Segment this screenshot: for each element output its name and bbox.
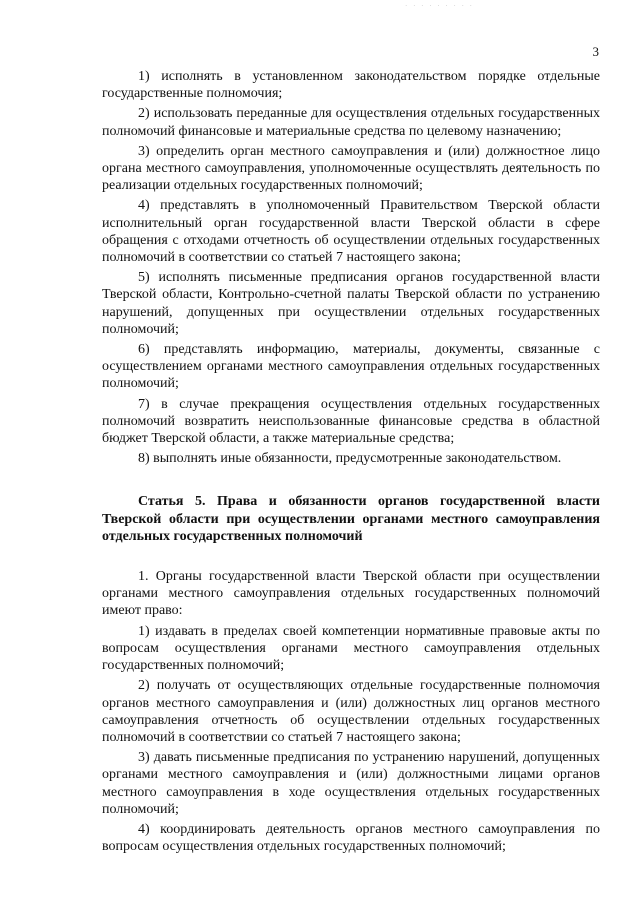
article-5-heading: Статья 5. Права и обязанности органов государственной власти Тверской области при осуществлении органами местного самоуправления отдельных государственных полномочий bbox=[102, 494, 600, 544]
list-item-duty-1: 1) исполнять в установленном законодательством порядке отдельные государственные полномочия; bbox=[102, 69, 600, 102]
list-item-right-1: 1) издавать в пределах своей компетенции нормативные правовые акты по вопросам осуществления органами местного самоуправления отдельных государственных полномочий; bbox=[102, 623, 600, 674]
section-1-intro: 1. Органы государственной власти Тверской области при осуществлении органами местного самоуправления отдельных государственных полномочий имеют право: bbox=[102, 569, 600, 619]
list-item-right-4: 4) координировать деятельность органов местного самоуправления по вопросам осуществления отдельных государственных полномочий; bbox=[102, 821, 600, 855]
page-number: 3 bbox=[592, 44, 599, 59]
list-item-duty-2: 2) использовать переданные для осуществления отдельных государственных полномочий финансовые и материальные средства по целевому назначению; bbox=[102, 106, 600, 139]
list-item-duty-3: 3) определить орган местного самоуправления и (или) должностное лицо органа местного самоуправления, уполномоченные осуществлять деятельность по реализации отдельных государственных полномочий; bbox=[102, 143, 600, 194]
list-item-duty-6: 6) представлять информацию, материалы, документы, связанные с осуществлением органами местного самоуправления отдельных государственных полномочий; bbox=[102, 342, 600, 392]
list-item-right-2: 2) получать от осуществляющих отдельные государственные полномочия органов местного самоуправления и (или) должностных лиц органов местного самоуправления отчетность об осуществлении отдельных государственных полномочий в соответствии со статьей 7 настоящего закона; bbox=[102, 678, 600, 745]
list-item-duty-4: 4) представлять в уполномоченный Правительством Тверской области исполнительный орган государственной власти Тверской области в сфере обращения с отходами отчетность об осуществлении отдельных государственных полномочий в соответствии со статьей 7 настоящего закона; bbox=[102, 198, 600, 266]
list-item-right-3: 3) давать письменные предписания по устранению нарушений, допущенных органами местного самоуправления и (или) должностными лицами органов местного самоуправления в ходе осуществления отдельных государственных полномочий; bbox=[102, 750, 600, 817]
list-item-duty-5: 5) исполнять письменные предписания органов государственной власти Тверской области, Контрольно-счетной палаты Тверской области по устранению нарушений, допущенных при осуществлении отдельных государственных полномочий; bbox=[102, 270, 600, 337]
list-item-duty-8: 8) выполнять иные обязанности, предусмотренные законодательством. bbox=[138, 451, 562, 467]
list-item-duty-7: 7) в случае прекращения осуществления отдельных государственных полномочий возвратить неиспользованные финансовые средства в областной бюджет Тверской области, а также материальные средства; bbox=[102, 396, 600, 447]
document-body bbox=[102, 68, 600, 855]
scan-artifact: · · · · · · · · · bbox=[405, 2, 474, 10]
